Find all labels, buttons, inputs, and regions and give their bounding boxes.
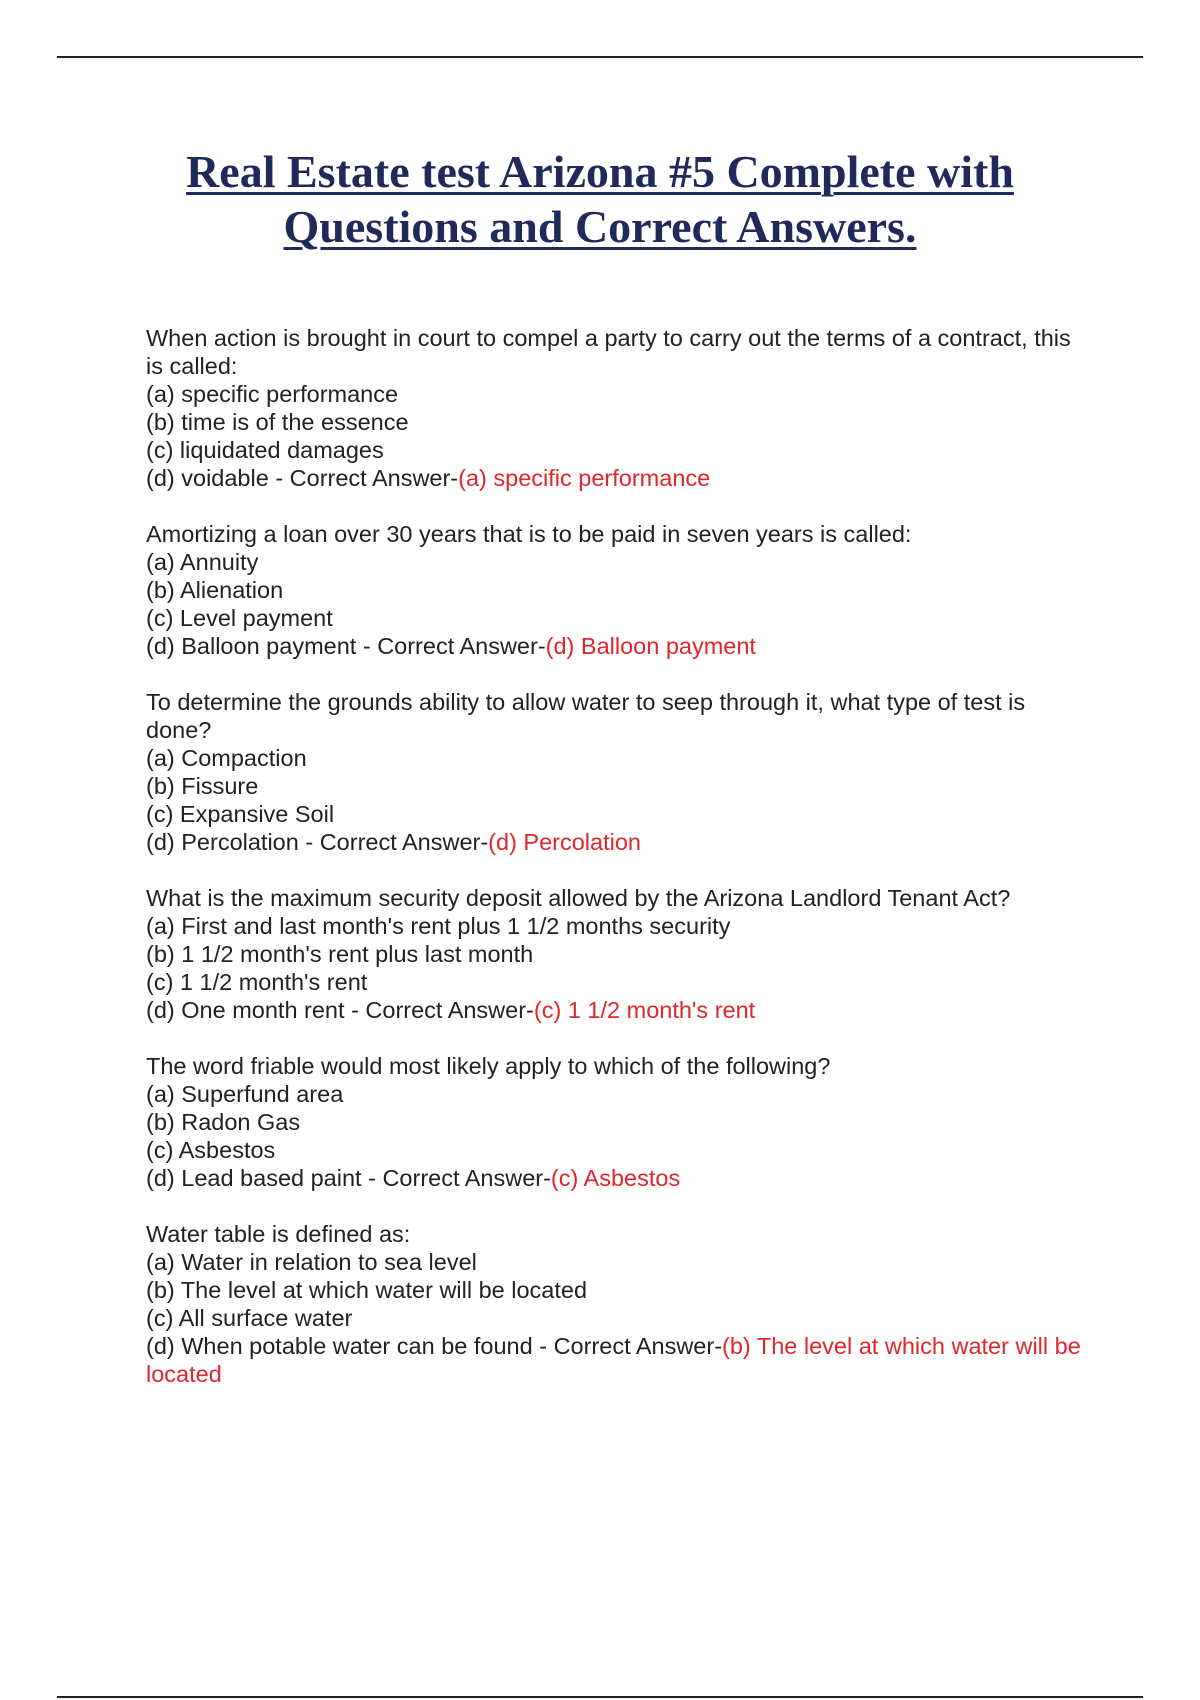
option-d-line bbox=[146, 464, 1086, 492]
option-b: (b) Alienation bbox=[146, 577, 284, 603]
title-line-2: Questions and Correct Answers. bbox=[283, 201, 917, 252]
correct-answer: (c) Asbestos bbox=[550, 1165, 681, 1191]
option-a: (a) First and last month's rent plus 1 1/2 months security bbox=[146, 913, 731, 939]
option-a: (a) Water in relation to sea level bbox=[146, 1249, 477, 1275]
question-block-4 bbox=[146, 884, 1086, 1024]
option-a: (a) Annuity bbox=[146, 549, 259, 575]
option-c: (c) All surface water bbox=[146, 1305, 353, 1331]
option-d: (d) One month rent - Correct Answer- bbox=[146, 997, 534, 1023]
option-b: (b) The level at which water will be located bbox=[146, 1277, 588, 1303]
question-text: What is the maximum security deposit allowed by the Arizona Landlord Tenant Act? bbox=[146, 885, 1011, 911]
option-d-line bbox=[146, 828, 1086, 856]
option-c: (c) Expansive Soil bbox=[146, 801, 335, 827]
option-c: (c) liquidated damages bbox=[146, 437, 384, 463]
option-d-line bbox=[146, 996, 1086, 1024]
option-b: (b) Radon Gas bbox=[146, 1109, 301, 1135]
question-block-3 bbox=[146, 688, 1086, 856]
option-b: (b) Fissure bbox=[146, 773, 259, 799]
option-a: (a) Compaction bbox=[146, 745, 307, 771]
correct-answer: (b) The level at which water will be located bbox=[146, 1333, 1081, 1387]
bottom-rule bbox=[57, 1696, 1143, 1698]
option-b: (b) 1 1/2 month's rent plus last month bbox=[146, 941, 534, 967]
question-text: When action is brought in court to compel a party to carry out the terms of a contract, this is called: bbox=[146, 325, 1071, 379]
correct-answer: (d) Balloon payment bbox=[545, 633, 756, 659]
option-a: (a) specific performance bbox=[146, 381, 399, 407]
option-a: (a) Superfund area bbox=[146, 1081, 344, 1107]
option-b: (b) time is of the essence bbox=[146, 409, 409, 435]
option-c: (c) Level payment bbox=[146, 605, 333, 631]
option-c: (c) Asbestos bbox=[146, 1137, 276, 1163]
document-title bbox=[100, 144, 1100, 254]
top-rule bbox=[57, 56, 1143, 58]
question-text: The word friable would most likely apply to which of the following? bbox=[146, 1053, 831, 1079]
option-d-line bbox=[146, 1164, 1086, 1192]
option-d-line bbox=[146, 632, 1086, 660]
option-c: (c) 1 1/2 month's rent bbox=[146, 969, 368, 995]
question-block-1 bbox=[146, 324, 1086, 492]
correct-answer: (a) specific performance bbox=[458, 465, 711, 491]
question-block-6 bbox=[146, 1220, 1086, 1388]
title-line-1: Real Estate test Arizona #5 Complete with bbox=[186, 146, 1014, 197]
option-d: (d) Balloon payment - Correct Answer- bbox=[146, 633, 546, 659]
option-d: (d) voidable - Correct Answer- bbox=[146, 465, 459, 491]
question-text: Amortizing a loan over 30 years that is to be paid in seven years is called: bbox=[146, 521, 912, 547]
option-d-line bbox=[146, 1332, 1086, 1388]
option-d: (d) Lead based paint - Correct Answer- bbox=[146, 1165, 551, 1191]
question-text: Water table is defined as: bbox=[146, 1221, 411, 1247]
option-d: (d) When potable water can be found - Correct Answer- bbox=[146, 1333, 723, 1359]
question-text: To determine the grounds ability to allow water to seep through it, what type of test is done? bbox=[146, 689, 1026, 743]
correct-answer: (d) Percolation bbox=[488, 829, 641, 855]
option-d: (d) Percolation - Correct Answer- bbox=[146, 829, 489, 855]
correct-answer: (c) 1 1/2 month's rent bbox=[533, 997, 756, 1023]
question-list bbox=[146, 324, 1086, 1416]
question-block-2 bbox=[146, 520, 1086, 660]
question-block-5 bbox=[146, 1052, 1086, 1192]
